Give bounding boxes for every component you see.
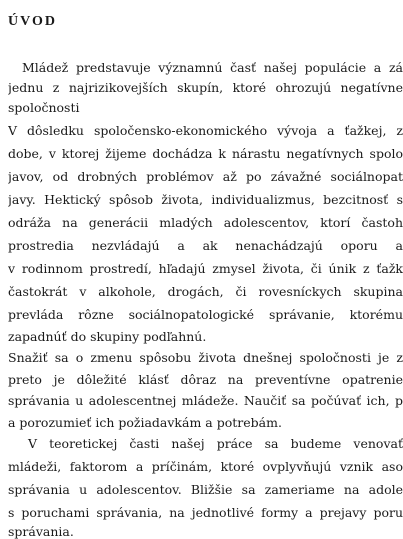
text-line: v rodinnom prostredí, hľadajú zmysel života, či únik z ťažk bbox=[8, 261, 403, 276]
text-line: a porozumieť ich požiadavkám a potrebám. bbox=[8, 415, 282, 430]
text-line: jednu z najrizikovejších skupín, ktoré ohrozujú negatívne bbox=[8, 80, 403, 95]
text-line: Mládež predstavuje významnú časť našej populácie a zá bbox=[22, 60, 403, 75]
text-line: preto je dôležité klásť dôraz na preventívne opatrenie bbox=[8, 372, 403, 387]
text-line: s poruchami správania, na jednotlivé formy a prejavy poru bbox=[8, 505, 403, 520]
text-line: V teoretickej časti našej práce sa budeme venovať bbox=[28, 436, 403, 451]
section-heading: ÚVOD bbox=[8, 14, 57, 29]
text-line: prostredia nezvládajú a ak nenachádzajú oporu a bbox=[8, 238, 403, 253]
text-line: správania. bbox=[8, 524, 74, 539]
text-line: spoločnosti bbox=[8, 100, 80, 115]
text-line: prevláda rôzne sociálnopatologické správanie, ktorému bbox=[8, 307, 403, 322]
text-line: V dôsledku spoločensko-ekonomického vývoja a ťažkej, z bbox=[8, 123, 403, 138]
text-line: častokrát v alkohole, drogách, či rovesníckych skupina bbox=[8, 284, 403, 299]
text-line: správania u adolescentnej mládeže. Naučiť sa počúvať ich, p bbox=[8, 393, 403, 408]
text-line: dobe, v ktorej žijeme dochádza k nárastu negatívnych spolo bbox=[8, 146, 403, 161]
text-line: odráža na generácii mladých adolescentov, ktorí častoh bbox=[8, 215, 403, 230]
text-line: zapadnúť do skupiny podľahnú. bbox=[8, 329, 207, 344]
text-line: mládeži, faktorom a príčinám, ktoré ovplyvňujú vznik aso bbox=[8, 459, 403, 474]
text-line: javy. Hektický spôsob života, individualizmus, bezcitnosť s bbox=[8, 192, 403, 207]
text-line: Snažiť sa o zmenu spôsobu života dnešnej spoločnosti je z bbox=[8, 350, 403, 365]
text-line: javov, od drobných problémov až po závažné sociálnopat bbox=[8, 169, 403, 184]
text-line: správania u adolescentov. Bližšie sa zameriame na adole bbox=[8, 482, 403, 497]
